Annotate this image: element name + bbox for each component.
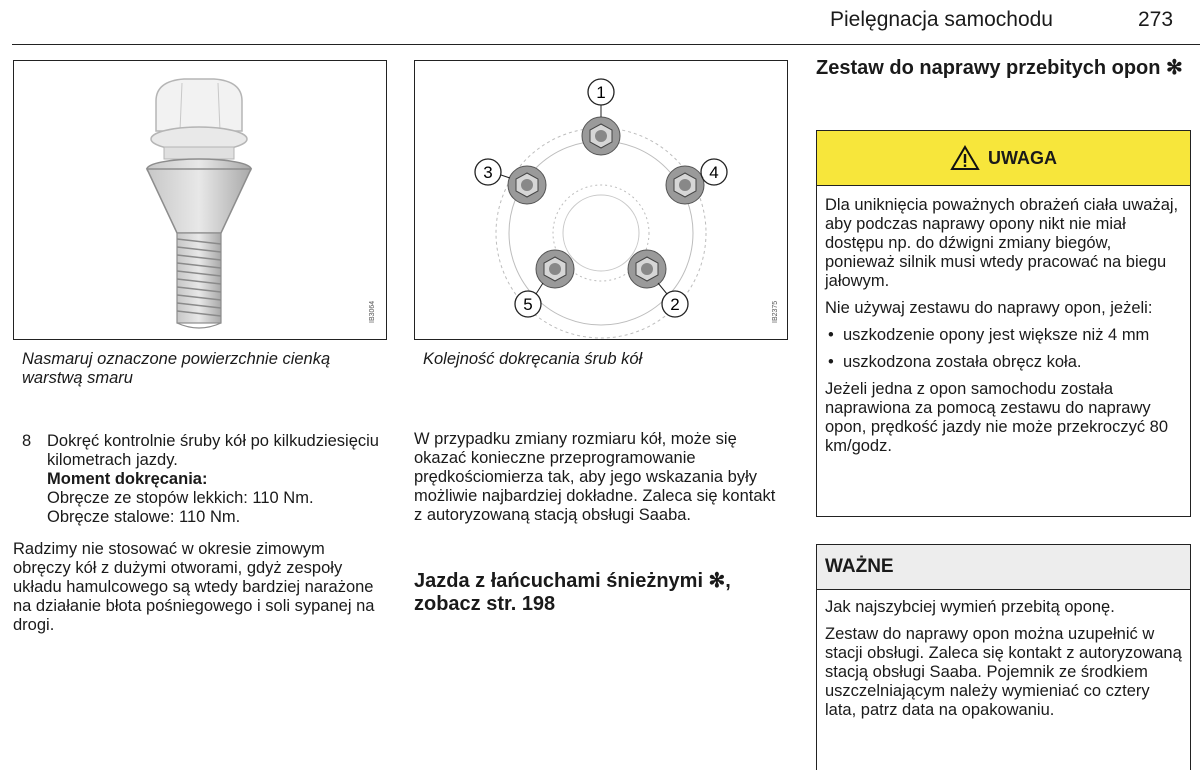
torque-alloy: Obręcze ze stopów lekkich: 110 Nm. [47,489,314,507]
step-number: 8 [22,432,32,450]
important-paragraph: Zestaw do naprawy opon można uzupełnić w stacji obsługi. Zaleca się kontakt z autoryzowaną stacją obsługi Saaba. Pojemnik ze środkiem uszczelniającym należy wymieniać co cztery lata, patrz data na opakowaniu. [825,625,1182,719]
wheel-nut-top [582,117,620,155]
torque-label: Moment dokręcania: [47,470,208,488]
figure-code: IB3064 [369,300,376,323]
snow-chains-heading: Jazda z łańcuchami śnieżnymi ✻, zobacz str. 198 [414,570,731,615]
bullet-dot: • [828,353,834,371]
wheel-hub-illustration [415,61,787,339]
warning-label: UWAGA [988,147,1057,168]
important-header [817,545,1190,590]
important-paragraph: Jak najszybciej wymień przebitą oponę. [825,598,1115,616]
warning-paragraph: Dla uniknięcia poważnych obrażeń ciała uważaj, aby podczas naprawy opony nikt nie miał dostępu np. do dźwigni zmiany biegów, ponieważ silnik musi wtedy pracować na biegu jałowym. [825,196,1179,290]
order-label-5: 5 [523,295,533,314]
wheel-bolt-illustration [14,61,386,339]
procedure-step [22,432,384,527]
warning-box [816,130,1191,517]
wheel-tightening-figure [414,60,788,340]
order-label-3: 3 [483,163,493,182]
header-rule [12,44,1200,45]
wheel-nut-bottom-left [536,250,574,288]
wheel-nut-bottom-right [628,250,666,288]
order-label-4: 4 [709,163,719,182]
important-box [816,544,1191,770]
warning-paragraph: Nie używaj zestawu do naprawy opon, jeżeli: [825,299,1153,317]
running-header-title: Pielęgnacja samochodu [830,8,1053,31]
order-label-1: 1 [596,83,606,102]
warning-triangle-icon [950,145,980,171]
warning-paragraph: Jeżeli jedna z opon samochodu została naprawiona za pomocą zestawu do naprawy opon, prędkość jazdy nie może przekroczyć 80 km/godz. [825,380,1169,455]
figure-caption: Kolejność dokręcania śrub kół [423,350,643,368]
important-label: WAŻNE [825,556,894,577]
figure-code: IB2375 [772,300,779,323]
bullet-dot: • [828,326,834,344]
torque-steel: Obręcze stalowe: 110 Nm. [47,508,241,526]
winter-rims-paragraph: Radzimy nie stosować w okresie zimowym obręczy kół z dużymi otworami, gdyż zespoły układu hamulcowego są wtedy bardziej narażone na działanie błota pośniegowego i soli sypanej na drogi. [13,540,375,634]
bullet-text: uszkodzenie opony jest większe niż 4 mm [843,326,1150,344]
step-text: Dokręć kontrolnie śruby kół po kilkudziesięciu kilometrach jazdy. [47,432,379,469]
warning-header [817,131,1190,186]
wheel-size-paragraph: W przypadku zmiany rozmiaru kół, może się okazać konieczne przeprogramowanie prędkościomierza tak, aby jego wskazania były możliwie najbardziej dokładne. Zaleca się kontakt z autoryzowaną stacją obsługi Saaba. [414,430,776,524]
order-label-2: 2 [670,295,680,314]
wheel-nut-right [666,166,704,204]
section-title: Zestaw do naprawy przebitych opon ✻ [816,57,1183,79]
wheel-nut-left [508,166,546,204]
figure-caption: Nasmaruj oznaczone powierzchnie cienką warstwą smaru [22,350,331,387]
warning-bullet [825,326,1182,345]
bullet-text: uszkodzona została obręcz koła. [843,353,1082,371]
page-number: 273 [1138,8,1174,31]
warning-bullet [825,353,1182,372]
wheel-bolt-figure [13,60,387,340]
